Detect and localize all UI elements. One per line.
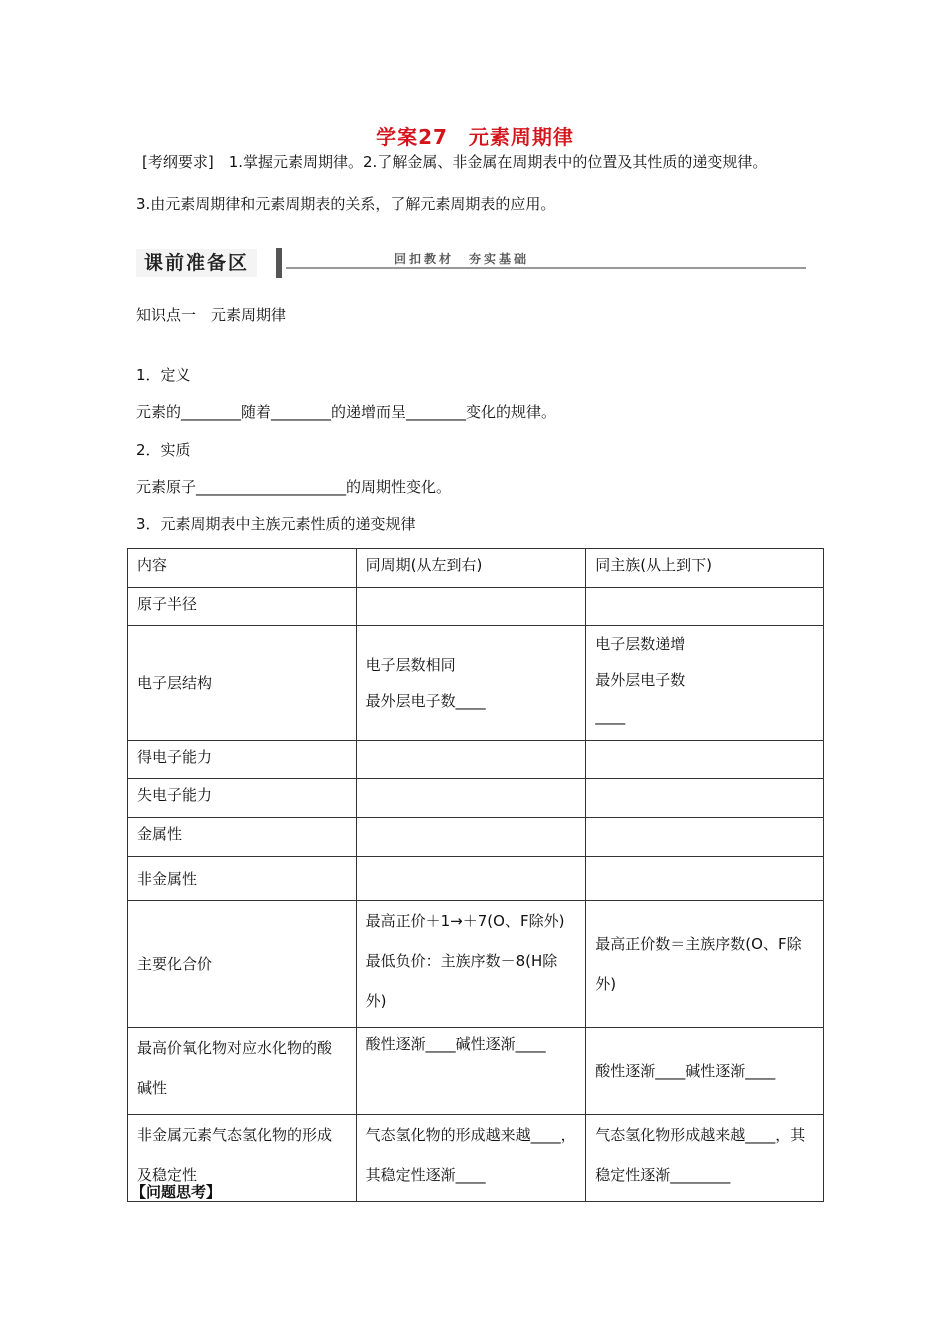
table-row xyxy=(128,779,824,818)
banner-rule xyxy=(286,267,806,269)
heading-essence: 2．实质 xyxy=(136,441,191,459)
table-cell: 酸性逐渐____碱性逐渐____ xyxy=(356,1028,586,1115)
heading-definition: 1．定义 xyxy=(136,366,191,384)
table-cell xyxy=(586,626,824,741)
section-banner xyxy=(136,245,806,281)
table-row xyxy=(128,741,824,779)
table-cell xyxy=(356,779,586,818)
page-title: 学案27 元素周期律 xyxy=(376,125,574,149)
table-cell: 最高正价＋1→＋7(O、F除外) 最低负价：主族序数－8(H除外) xyxy=(356,901,586,1028)
requirements-line-1: [考纲要求] 1.掌握元素周期律。2.了解金属、非金属在周期表中的位置及其性质的递变规律。 xyxy=(142,153,768,171)
table-row xyxy=(128,901,824,1028)
knowledge-point-heading: 知识点一 元素周期律 xyxy=(136,306,287,324)
table-cell: 气态氢化物的形成越来越____，其稳定性逐渐____ xyxy=(356,1115,586,1202)
table-cell: 非金属性 xyxy=(128,857,357,901)
table-cell: 原子半径 xyxy=(128,588,357,626)
table-row xyxy=(128,857,824,901)
essence-text: 元素原子____________________的周期性变化。 xyxy=(136,478,452,496)
question-note: 【问题思考】 xyxy=(131,1183,222,1201)
table-cell xyxy=(586,588,824,626)
header-cell: 内容 xyxy=(128,549,357,588)
banner-label: 课前准备区 xyxy=(136,249,257,277)
cell-line: 电子层数相同 最外层电子数____ xyxy=(365,656,486,710)
table-cell: 气态氢化物形成越来越____，其稳定性逐渐________ xyxy=(586,1115,824,1202)
header-cell: 同主族(从上到下) xyxy=(586,549,824,588)
table-cell: 金属性 xyxy=(128,818,357,857)
table-cell xyxy=(356,626,586,741)
table-cell xyxy=(586,741,824,779)
table-cell xyxy=(356,741,586,779)
table-cell xyxy=(356,818,586,857)
table-cell xyxy=(356,857,586,901)
definition-text: 元素的________随着________的递增而呈________变化的规律。 xyxy=(136,403,557,421)
properties-table xyxy=(127,548,824,1202)
banner-subtitle: 回扣教材 夯实基础 xyxy=(394,252,530,266)
table-header-row xyxy=(128,549,824,588)
table-cell: 电子层结构 xyxy=(128,626,357,741)
banner-divider xyxy=(276,248,282,278)
table-row xyxy=(128,626,824,741)
table-cell xyxy=(586,779,824,818)
table-row xyxy=(128,818,824,857)
table-row xyxy=(128,588,824,626)
requirements-line-2: 3.由元素周期律和元素周期表的关系，了解元素周期表的应用。 xyxy=(136,195,556,213)
table-cell: 失电子能力 xyxy=(128,779,357,818)
header-cell: 同周期(从左到右) xyxy=(356,549,586,588)
table-row xyxy=(128,1028,824,1115)
table-cell: 酸性逐渐____碱性逐渐____ xyxy=(586,1028,824,1115)
table-cell: 主要化合价 xyxy=(128,901,357,1028)
table-cell: 最高正价数＝主族序数(O、F除外) xyxy=(586,901,824,1028)
table-row xyxy=(128,1115,824,1202)
table-cell xyxy=(356,588,586,626)
table-cell xyxy=(586,818,824,857)
table-cell: 非金属元素气态氢化物的形成及稳定性 xyxy=(128,1115,357,1202)
table-cell: 得电子能力 xyxy=(128,741,357,779)
heading-table: 3．元素周期表中主族元素性质的递变规律 xyxy=(136,515,416,533)
table-cell: 最高价氧化物对应水化物的酸碱性 xyxy=(128,1028,357,1115)
table-cell xyxy=(586,857,824,901)
cell-line: 电子层数递增 最外层电子数 ____ xyxy=(595,635,686,725)
